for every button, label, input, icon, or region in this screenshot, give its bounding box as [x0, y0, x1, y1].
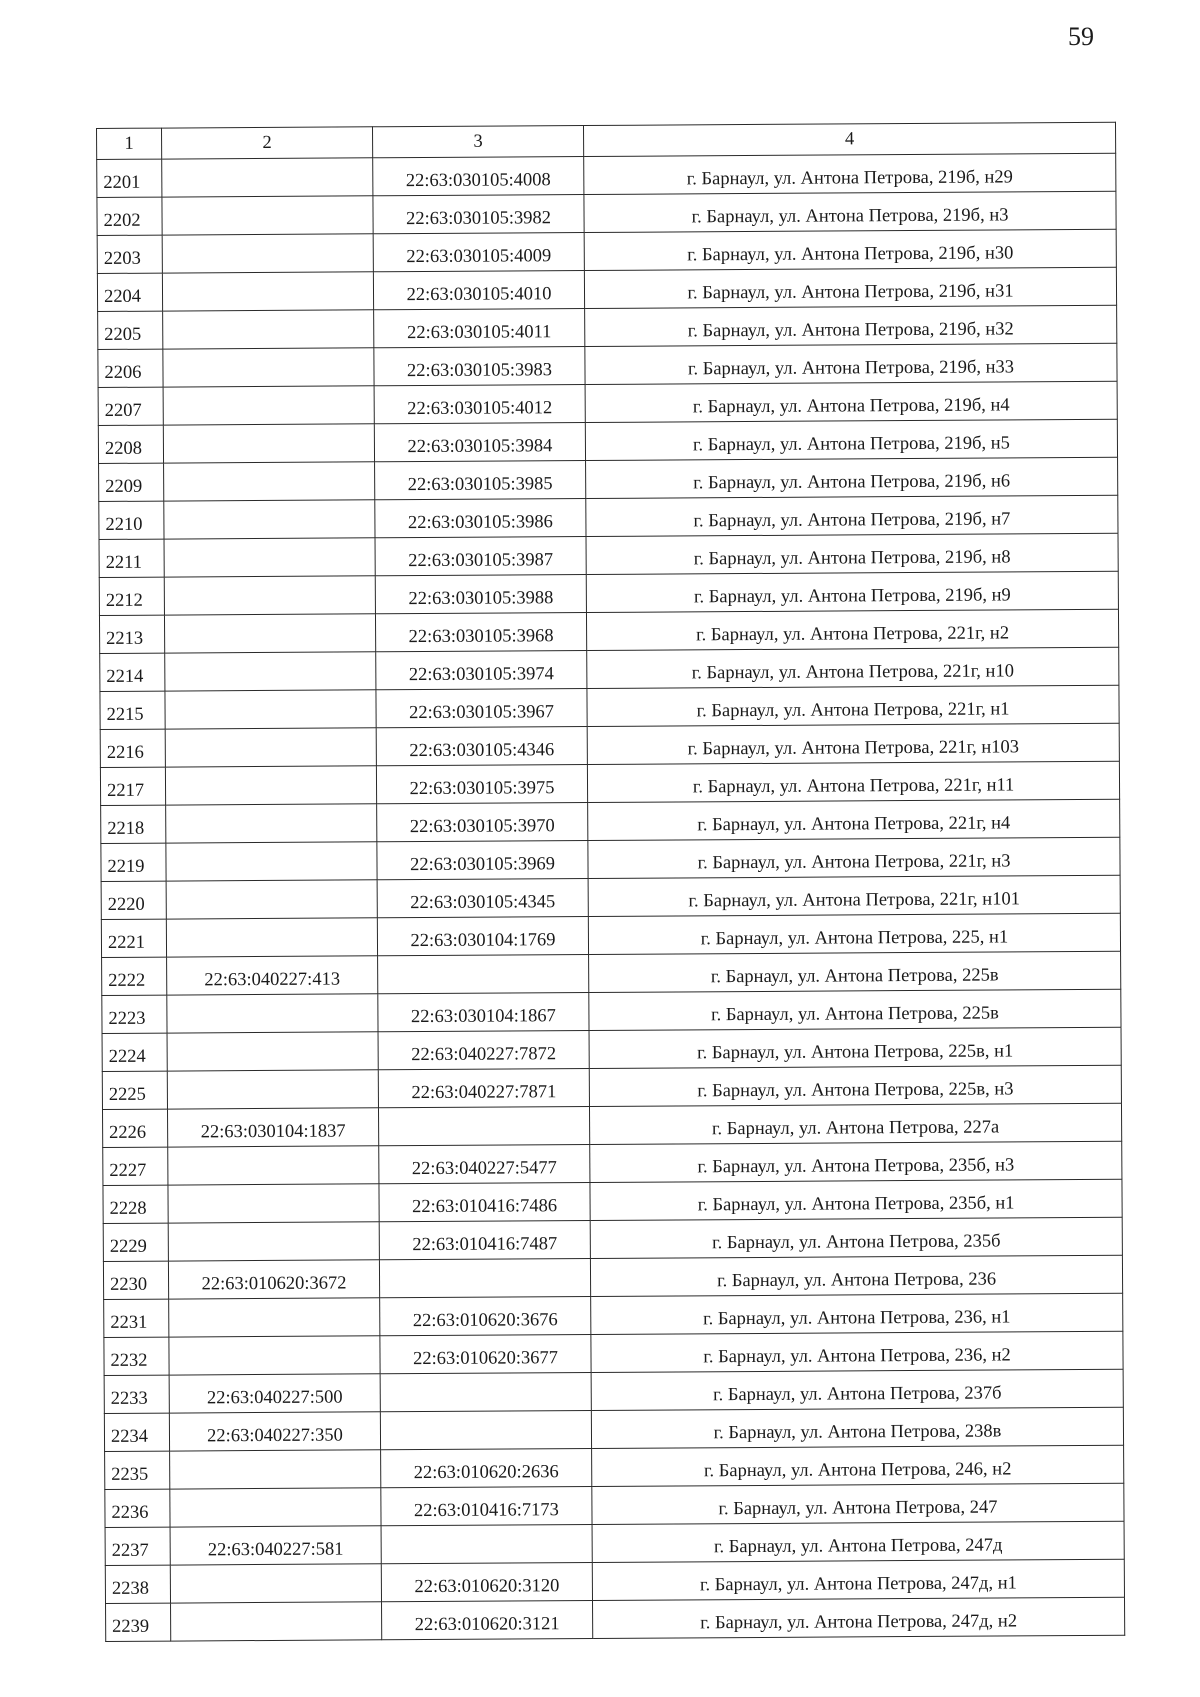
row-number-cell: 2225: [102, 1071, 167, 1109]
address-cell: г. Барнаул, ул. Антона Петрова, 247д, н2: [593, 1597, 1125, 1638]
row-number-cell: 2217: [100, 767, 165, 805]
land-cadastral-number-cell: [166, 918, 377, 957]
register-table: [96, 122, 1125, 1642]
address-cell: г. Барнаул, ул. Антона Петрова, 219б, н5: [585, 419, 1117, 460]
address-cell: г. Барнаул, ул. Антона Петрова, 227а: [589, 1103, 1121, 1144]
building-cadastral-number-cell: 22:63:030105:3974: [376, 651, 587, 690]
land-cadastral-number-cell: [167, 1032, 378, 1071]
table-row: [102, 1065, 1121, 1109]
address-cell: г. Барнаул, ул. Антона Петрова, 247: [592, 1483, 1124, 1524]
address-cell: г. Барнаул, ул. Антона Петрова, 221г, н101: [588, 875, 1120, 916]
building-cadastral-number-cell: 22:63:030105:3970: [377, 803, 588, 842]
row-number-cell: 2209: [99, 463, 164, 501]
row-number-cell: 2239: [106, 1603, 171, 1641]
building-cadastral-number-cell: 22:63:040227:5477: [379, 1145, 590, 1184]
row-number-cell: 2216: [100, 729, 165, 767]
table-row: [101, 875, 1120, 919]
building-cadastral-number-cell: [381, 1524, 592, 1563]
land-cadastral-number-cell: 22:63:040227:581: [170, 1526, 381, 1565]
building-cadastral-number-cell: 22:63:030104:1867: [378, 993, 589, 1032]
building-cadastral-number-cell: 22:63:010620:3121: [382, 1600, 593, 1639]
table-row: [99, 571, 1118, 615]
table-row: [97, 153, 1116, 197]
table-row: [97, 191, 1116, 235]
row-number-cell: 2237: [105, 1527, 170, 1565]
land-cadastral-number-cell: [165, 728, 376, 767]
register-sheet: [96, 122, 1125, 1642]
table-row: [100, 647, 1119, 691]
land-cadastral-number-cell: [170, 1564, 381, 1603]
building-cadastral-number-cell: 22:63:030105:4009: [373, 233, 584, 272]
land-cadastral-number-cell: [167, 994, 378, 1033]
row-number-cell: 2203: [97, 235, 162, 273]
address-cell: г. Барнаул, ул. Антона Петрова, 219б, н3: [584, 191, 1116, 232]
land-cadastral-number-cell: [164, 500, 375, 539]
table-row: [102, 1027, 1121, 1071]
building-cadastral-number-cell: 22:63:030105:4346: [376, 727, 587, 766]
land-cadastral-number-cell: [169, 1336, 380, 1375]
address-cell: г. Барнаул, ул. Антона Петрова, 225в: [589, 989, 1121, 1030]
column-header-3: 3: [372, 126, 583, 158]
building-cadastral-number-cell: [380, 1372, 591, 1411]
address-cell: г. Барнаул, ул. Антона Петрова, 219б, н9: [586, 571, 1118, 612]
building-cadastral-number-cell: 22:63:030105:3983: [374, 347, 585, 386]
building-cadastral-number-cell: [379, 1259, 590, 1298]
address-cell: г. Барнаул, ул. Антона Петрова, 236, н1: [591, 1293, 1123, 1334]
table-row: [103, 1141, 1122, 1185]
table-row: [97, 229, 1116, 273]
row-number-cell: 2220: [101, 881, 166, 919]
land-cadastral-number-cell: [166, 842, 377, 881]
building-cadastral-number-cell: 22:63:010620:2636: [381, 1448, 592, 1487]
building-cadastral-number-cell: 22:63:030105:3985: [375, 461, 586, 500]
land-cadastral-number-cell: [165, 690, 376, 729]
row-number-cell: 2202: [97, 197, 162, 235]
address-cell: г. Барнаул, ул. Антона Петрова, 246, н2: [592, 1445, 1124, 1486]
row-number-cell: 2233: [104, 1375, 169, 1413]
address-cell: г. Барнаул, ул. Антона Петрова, 219б, н6: [586, 457, 1118, 498]
land-cadastral-number-cell: 22:63:040227:500: [169, 1374, 380, 1413]
table-row: [102, 1103, 1121, 1147]
address-cell: г. Барнаул, ул. Антона Петрова, 247д, н1: [592, 1559, 1124, 1600]
table-row: [104, 1331, 1123, 1375]
address-cell: г. Барнаул, ул. Антона Петрова, 225в, н1: [589, 1027, 1121, 1068]
table-row: [105, 1521, 1124, 1565]
table-row: [106, 1597, 1125, 1641]
address-cell: г. Барнаул, ул. Антона Петрова, 225, н1: [588, 913, 1120, 954]
row-number-cell: 2238: [105, 1565, 170, 1603]
address-cell: г. Барнаул, ул. Антона Петрова, 225в: [589, 951, 1121, 992]
address-cell: г. Барнаул, ул. Антона Петрова, 238в: [591, 1407, 1123, 1448]
table-row: [102, 951, 1121, 995]
land-cadastral-number-cell: 22:63:010620:3672: [168, 1260, 379, 1299]
table-row: [98, 305, 1117, 349]
land-cadastral-number-cell: 22:63:040227:413: [167, 956, 378, 995]
land-cadastral-number-cell: [165, 766, 376, 805]
row-number-cell: 2228: [103, 1185, 168, 1223]
column-header-1: 1: [97, 128, 162, 159]
table-row: [99, 609, 1118, 653]
land-cadastral-number-cell: [163, 348, 374, 387]
address-cell: г. Барнаул, ул. Антона Петрова, 235б: [590, 1217, 1122, 1258]
address-cell: г. Барнаул, ул. Антона Петрова, 221г, н1: [587, 685, 1119, 726]
land-cadastral-number-cell: [169, 1298, 380, 1337]
table-row: [103, 1179, 1122, 1223]
address-cell: г. Барнаул, ул. Антона Петрова, 237б: [591, 1369, 1123, 1410]
row-number-cell: 2230: [103, 1261, 168, 1299]
row-number-cell: 2212: [99, 577, 164, 615]
table-row: [105, 1559, 1124, 1603]
address-cell: г. Барнаул, ул. Антона Петрова, 225в, н3: [589, 1065, 1121, 1106]
table-row: [105, 1483, 1124, 1527]
table-row: [101, 837, 1120, 881]
land-cadastral-number-cell: [166, 880, 377, 919]
building-cadastral-number-cell: [380, 1410, 591, 1449]
land-cadastral-number-cell: [164, 614, 375, 653]
row-number-cell: 2213: [99, 615, 164, 653]
land-cadastral-number-cell: [170, 1488, 381, 1527]
building-cadastral-number-cell: 22:63:040227:7871: [378, 1069, 589, 1108]
address-cell: г. Барнаул, ул. Антона Петрова, 221г, н103: [587, 723, 1119, 764]
table-row: [104, 1369, 1123, 1413]
address-cell: г. Барнаул, ул. Антона Петрова, 235б, н1: [590, 1179, 1122, 1220]
register-table-body: [97, 122, 1125, 1641]
table-row: [99, 457, 1118, 501]
row-number-cell: 2224: [102, 1033, 167, 1071]
building-cadastral-number-cell: 22:63:030104:1769: [377, 917, 588, 956]
building-cadastral-number-cell: 22:63:030105:3987: [375, 537, 586, 576]
land-cadastral-number-cell: [170, 1450, 381, 1489]
building-cadastral-number-cell: 22:63:030105:4008: [373, 157, 584, 196]
building-cadastral-number-cell: 22:63:010416:7487: [379, 1221, 590, 1260]
land-cadastral-number-cell: [163, 424, 374, 463]
building-cadastral-number-cell: 22:63:030105:3968: [375, 613, 586, 652]
address-cell: г. Барнаул, ул. Антона Петрова, 219б, н29: [584, 153, 1116, 194]
building-cadastral-number-cell: 22:63:030105:4010: [373, 271, 584, 310]
address-cell: г. Барнаул, ул. Антона Петрова, 219б, н32: [585, 305, 1117, 346]
row-number-cell: 2226: [102, 1109, 167, 1147]
address-cell: г. Барнаул, ул. Антона Петрова, 247д: [592, 1521, 1124, 1562]
building-cadastral-number-cell: 22:63:010620:3677: [380, 1334, 591, 1373]
row-number-cell: 2214: [100, 653, 165, 691]
table-row: [98, 419, 1117, 463]
address-cell: г. Барнаул, ул. Антона Петрова, 221г, н4: [588, 799, 1120, 840]
land-cadastral-number-cell: [167, 1070, 378, 1109]
row-number-cell: 2231: [104, 1299, 169, 1337]
land-cadastral-number-cell: [171, 1602, 382, 1641]
row-number-cell: 2201: [97, 159, 162, 197]
land-cadastral-number-cell: [162, 196, 373, 235]
building-cadastral-number-cell: 22:63:040227:7872: [378, 1031, 589, 1070]
row-number-cell: 2208: [98, 425, 163, 463]
table-row: [99, 533, 1118, 577]
address-cell: г. Барнаул, ул. Антона Петрова, 219б, н30: [584, 229, 1116, 270]
address-cell: г. Барнаул, ул. Антона Петрова, 236, н2: [591, 1331, 1123, 1372]
row-number-cell: 2219: [101, 843, 166, 881]
building-cadastral-number-cell: 22:63:010416:7486: [379, 1183, 590, 1222]
table-row: [100, 723, 1119, 767]
table-row: [104, 1407, 1123, 1451]
row-number-cell: 2227: [103, 1147, 168, 1185]
row-number-cell: 2204: [97, 273, 162, 311]
row-number-cell: 2205: [98, 311, 163, 349]
table-row: [101, 913, 1120, 957]
column-header-2: 2: [162, 127, 373, 159]
table-row: [99, 495, 1118, 539]
land-cadastral-number-cell: [168, 1184, 379, 1223]
column-header-4: 4: [583, 122, 1115, 156]
address-cell: г. Барнаул, ул. Антона Петрова, 219б, н33: [585, 343, 1117, 384]
row-number-cell: 2221: [101, 919, 166, 957]
land-cadastral-number-cell: [164, 538, 375, 577]
building-cadastral-number-cell: 22:63:030105:3984: [374, 423, 585, 462]
building-cadastral-number-cell: 22:63:030105:3982: [373, 195, 584, 234]
row-number-cell: 2232: [104, 1337, 169, 1375]
row-number-cell: 2229: [103, 1223, 168, 1261]
address-cell: г. Барнаул, ул. Антона Петрова, 221г, н2: [586, 609, 1118, 650]
row-number-cell: 2211: [99, 539, 164, 577]
address-cell: г. Барнаул, ул. Антона Петрова, 219б, н8: [586, 533, 1118, 574]
land-cadastral-number-cell: [168, 1146, 379, 1185]
row-number-cell: 2218: [101, 805, 166, 843]
page-number: 59: [1068, 22, 1094, 51]
row-number-cell: 2210: [99, 501, 164, 539]
table-row: [103, 1255, 1122, 1299]
land-cadastral-number-cell: [166, 804, 377, 843]
land-cadastral-number-cell: [162, 234, 373, 273]
land-cadastral-number-cell: [168, 1222, 379, 1261]
building-cadastral-number-cell: 22:63:010620:3676: [380, 1297, 591, 1336]
row-number-cell: 2222: [102, 957, 167, 995]
table-row: [101, 799, 1120, 843]
address-cell: г. Барнаул, ул. Антона Петрова, 221г, н3: [588, 837, 1120, 878]
address-cell: г. Барнаул, ул. Антона Петрова, 219б, н31: [584, 267, 1116, 308]
land-cadastral-number-cell: [163, 310, 374, 349]
land-cadastral-number-cell: [164, 462, 375, 501]
building-cadastral-number-cell: 22:63:010620:3120: [381, 1562, 592, 1601]
row-number-cell: 2223: [102, 995, 167, 1033]
address-cell: г. Барнаул, ул. Антона Петрова, 221г, н10: [587, 647, 1119, 688]
address-cell: г. Барнаул, ул. Антона Петрова, 236: [590, 1255, 1122, 1296]
row-number-cell: 2235: [105, 1451, 170, 1489]
row-number-cell: 2215: [100, 691, 165, 729]
table-row: [98, 343, 1117, 387]
row-number-cell: 2206: [98, 349, 163, 387]
address-cell: г. Барнаул, ул. Антона Петрова, 219б, н7: [586, 495, 1118, 536]
building-cadastral-number-cell: 22:63:030105:3969: [377, 841, 588, 880]
table-row: [100, 761, 1119, 805]
land-cadastral-number-cell: 22:63:040227:350: [169, 1412, 380, 1451]
building-cadastral-number-cell: 22:63:030105:3967: [376, 689, 587, 728]
row-number-cell: 2207: [98, 387, 163, 425]
table-row: [104, 1293, 1123, 1337]
address-cell: г. Барнаул, ул. Антона Петрова, 235б, н3: [590, 1141, 1122, 1182]
building-cadastral-number-cell: 22:63:030105:3975: [376, 765, 587, 804]
row-number-cell: 2236: [105, 1489, 170, 1527]
building-cadastral-number-cell: 22:63:030105:3988: [375, 575, 586, 614]
land-cadastral-number-cell: [162, 272, 373, 311]
table-row: [97, 267, 1116, 311]
land-cadastral-number-cell: [164, 576, 375, 615]
row-number-cell: 2234: [104, 1413, 169, 1451]
table-row: [98, 381, 1117, 425]
table-row: [103, 1217, 1122, 1261]
building-cadastral-number-cell: [378, 1107, 589, 1146]
address-cell: г. Барнаул, ул. Антона Петрова, 219б, н4: [585, 381, 1117, 422]
building-cadastral-number-cell: 22:63:030105:3986: [375, 499, 586, 538]
table-row: [105, 1445, 1124, 1489]
building-cadastral-number-cell: 22:63:030105:4011: [374, 309, 585, 348]
table-row: [100, 685, 1119, 729]
land-cadastral-number-cell: 22:63:030104:1837: [167, 1108, 378, 1147]
land-cadastral-number-cell: [162, 158, 373, 197]
table-row: [102, 989, 1121, 1033]
building-cadastral-number-cell: 22:63:010416:7173: [381, 1486, 592, 1525]
address-cell: г. Барнаул, ул. Антона Петрова, 221г, н11: [587, 761, 1119, 802]
building-cadastral-number-cell: [378, 955, 589, 994]
land-cadastral-number-cell: [163, 386, 374, 425]
building-cadastral-number-cell: 22:63:030105:4345: [377, 879, 588, 918]
building-cadastral-number-cell: 22:63:030105:4012: [374, 385, 585, 424]
land-cadastral-number-cell: [165, 652, 376, 691]
